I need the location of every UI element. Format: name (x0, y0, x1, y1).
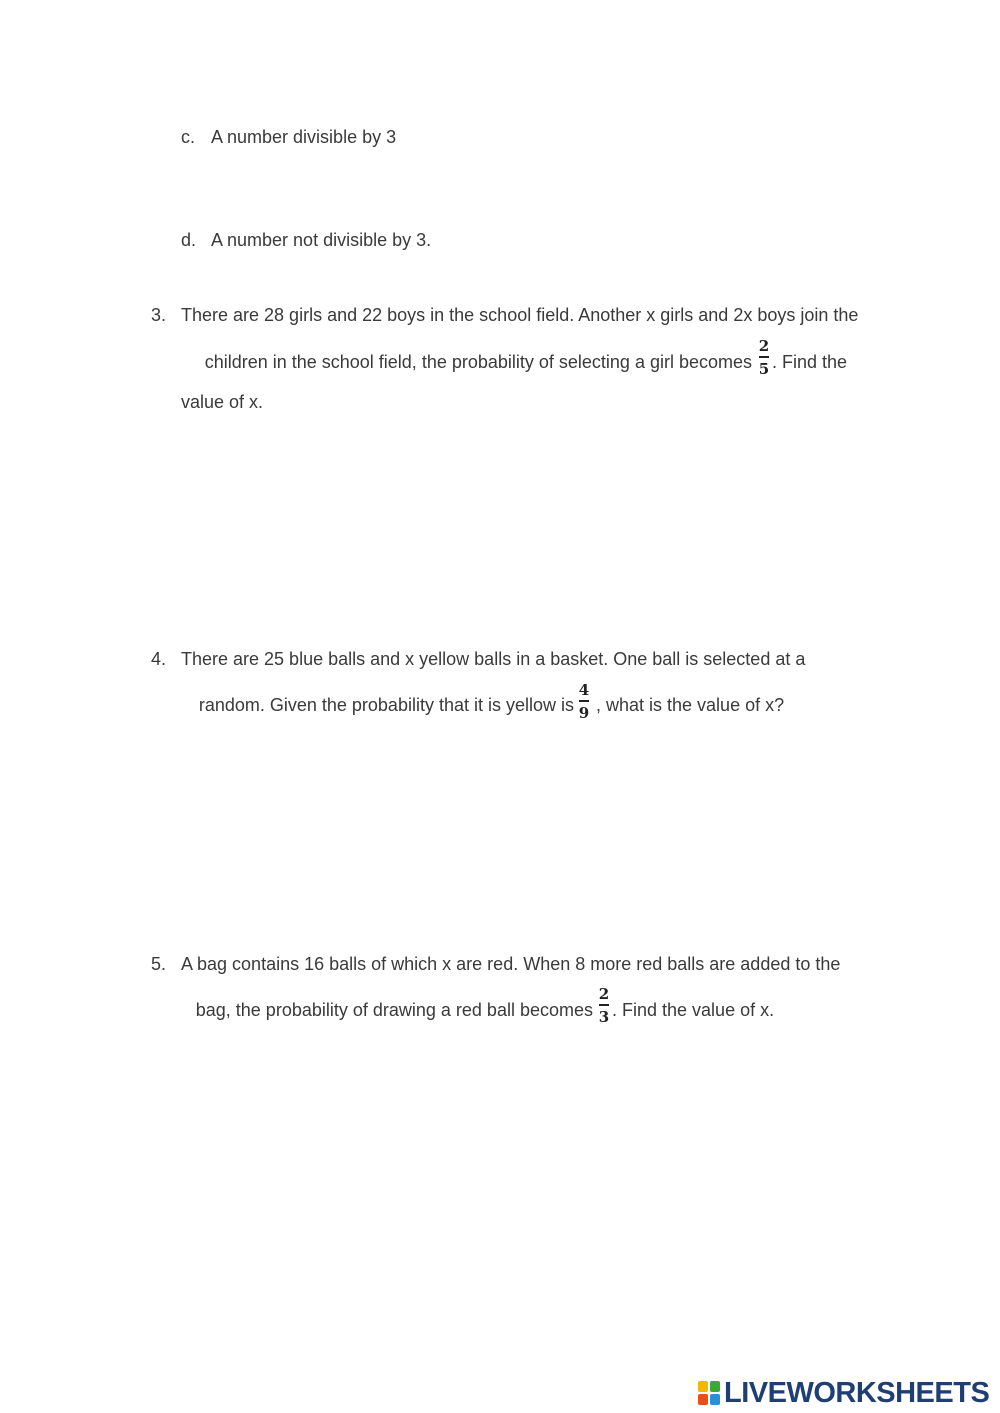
fraction (756, 337, 772, 378)
question-text-line-2: children in the school field, the probability of selecting a girl becomes (204, 352, 752, 372)
fraction-denominator: 9 (578, 704, 590, 722)
question-text-line-2-end: . Find the value of x. (612, 1000, 775, 1020)
question-text-line-1: A bag contains 16 balls of which x are red. When 8 more red balls are added to the (181, 954, 841, 974)
question-text-line-2: bag, the probability of drawing a red ball becomes (195, 1000, 593, 1020)
question-number: 4. (151, 649, 167, 669)
liveworksheets-logo-icon (698, 1381, 720, 1405)
fraction (576, 681, 592, 722)
fraction-denominator: 3 (598, 1008, 610, 1026)
question-number: 3. (151, 305, 167, 325)
question-text-line-1: There are 25 blue balls and x yellow balls in a basket. One ball is selected at a (181, 649, 806, 669)
question-text-line-3: value of x. (181, 392, 264, 412)
logo-square (698, 1394, 708, 1405)
item-d-text: A number not divisible by 3. (211, 230, 432, 250)
fraction-numerator: 2 (598, 985, 610, 1003)
fraction (596, 985, 612, 1026)
liveworksheets-logo[interactable] (698, 1378, 989, 1408)
item-c-label: c. (181, 127, 196, 147)
fraction-denominator: 5 (758, 360, 770, 378)
logo-square (710, 1394, 720, 1405)
logo-square (710, 1381, 720, 1392)
question-text-line-1: There are 28 girls and 22 boys in the school field. Another x girls and 2x boys join the (181, 305, 859, 325)
item-c-text: A number divisible by 3 (211, 127, 397, 147)
logo-text: LIVEWORKSHEETS (724, 1376, 990, 1409)
question-number: 5. (151, 954, 167, 974)
fraction-bar (579, 700, 589, 702)
question-text-line-2: random. Given the probability that it is yellow is (198, 695, 574, 715)
fraction-bar (759, 356, 769, 358)
question-text-line-2-end: . Find the (772, 352, 848, 372)
fraction-numerator: 4 (578, 681, 590, 699)
logo-square (698, 1381, 708, 1392)
question-text-line-2-end: , what is the value of x? (596, 695, 785, 715)
fraction-bar (599, 1004, 609, 1006)
fraction-numerator: 2 (758, 337, 770, 355)
item-d-label: d. (181, 230, 197, 250)
